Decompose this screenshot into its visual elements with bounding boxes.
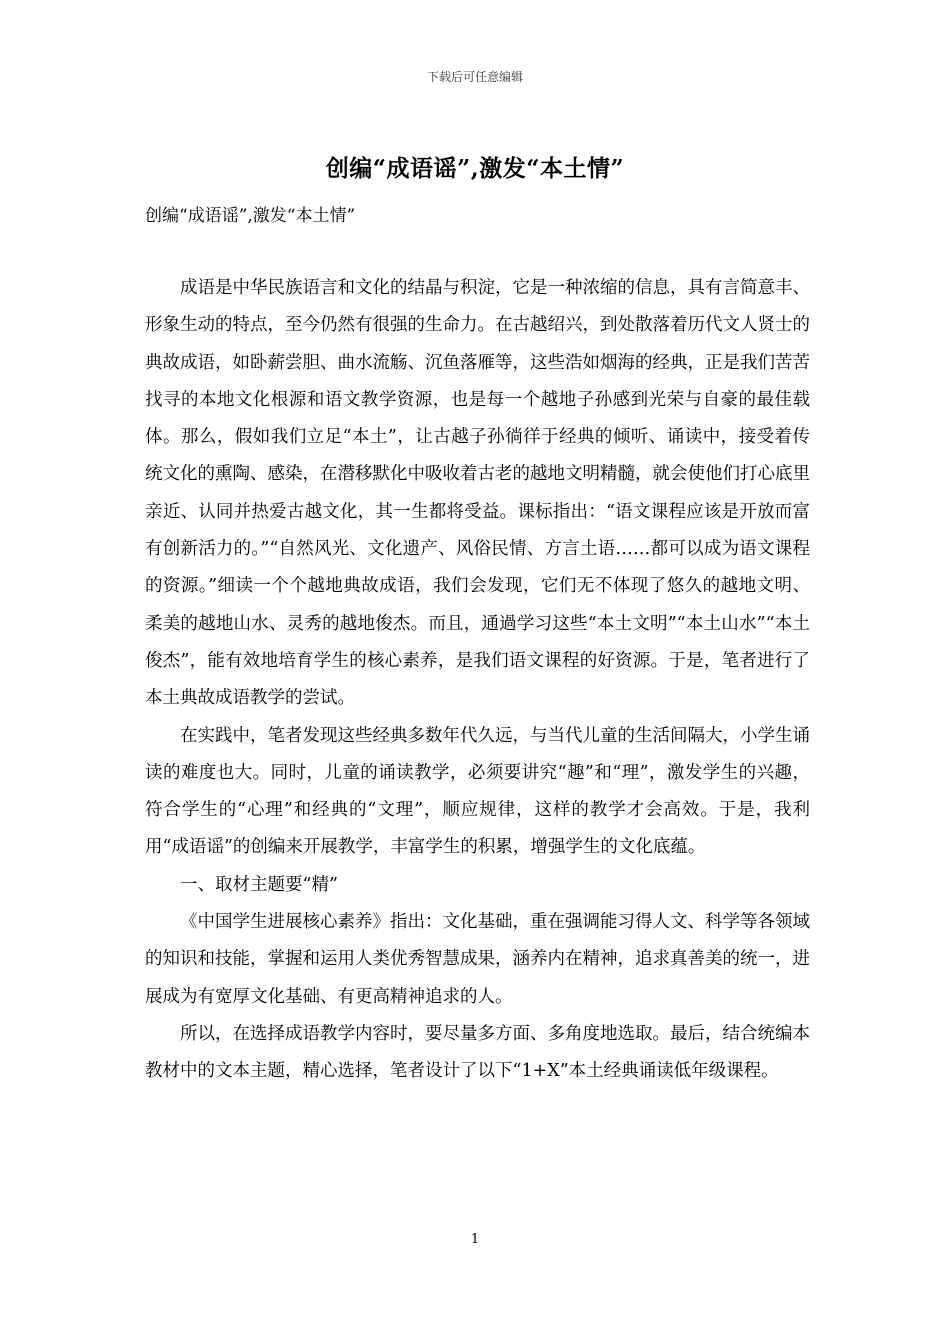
page-number: 1 <box>470 1232 480 1247</box>
paragraph: 所以，在选择成语教学内容时，要尽量多方面、多角度地选取。最后，结合统编本教材中的文本主题，精心选择，笔者设计了以下“1+X”本土经典诵读低年级课程。 <box>145 1023 810 1082</box>
document-subtitle: 创编“成语谣”,激发“本土情” <box>145 206 356 226</box>
document-title: 创编“成语谣”,激发“本土情” <box>325 155 625 182</box>
document-body <box>145 270 810 1091</box>
paragraph: 在实践中，笔者发现这些经典多数年代久远，与当代儿童的生活间隔大，小学生诵读的难度也大。同时，儿童的诵读教学，必须要讲究“趣”和“理”，激发学生的兴趣，符合学生的“心理”和经典的“文理”，顺应规律，这样的教学才会高效。于是，我利用“成语谣”的创编来开展教学，丰富学生的积累，增强学生的文化底蕴。 <box>145 725 810 858</box>
paragraph: 成语是中华民族语言和文化的结晶与积淀，它是一种浓缩的信息，具有言简意丰、形象生动的特点，至今仍然有很强的生命力。在古越绍兴，到处散落着历代文人贤士的典故成语，如卧薪尝胆、曲水流觞、沉鱼落雁等，这些浩如烟海的经典，正是我们苦苦找寻的本地文化根源和语文教学资源，也是每一个越地子孙感到光荣与自豪的最佳载体。那么，假如我们立足“本土”，让古越子孙徜徉于经典的倾听、诵读中，接受着传统文化的熏陶、感染，在潜移默化中吸收着古老的越地文明精髓，就会使他们打心底里亲近、认同并热爱古越文化，其一生都将受益。课标指出：“语文课程应该是开放而富有创新活力的。”“自然风光、文化遗产、风俗民情、方言土语……都可以成为语文课程的资源。”细读一个个越地典故成语，我们会发现，它们无不体现了悠久的越地文明、柔美的越地山水、灵秀的越地俊杰。而且，通過学习这些“本土文明”“本土山水”“本土俊杰”，能有效地培育学生的核心素养，是我们语文课程的好资源。于是，笔者进行了本土典故成语教学的尝试。 <box>145 278 810 709</box>
paragraph: 《中国学生进展核心素养》指出：文化基础，重在强调能习得人文、科学等各领域的知识和技能，掌握和运用人类优秀智慧成果，涵养内在精神，追求真善美的统一，进展成为有宽厚文化基础、有更高精神追求的人。 <box>145 912 810 1007</box>
header-note: 下载后可任意编辑 <box>426 70 523 84</box>
section-heading: 一、取材主题要“精” <box>180 874 338 895</box>
